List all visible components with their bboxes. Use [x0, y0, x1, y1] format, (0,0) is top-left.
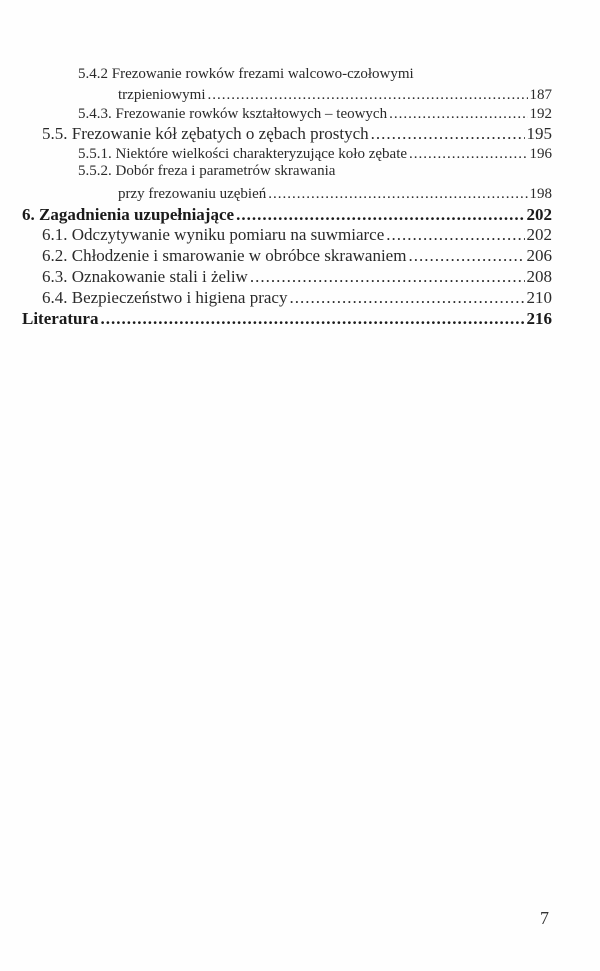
toc-entry-5-5-1 [78, 144, 552, 164]
toc-page-number: 202 [526, 225, 552, 244]
toc-entry-continuation: trzpieniowymi [118, 87, 206, 103]
toc-page-number: 196 [529, 146, 552, 162]
toc-entry-6 [22, 205, 552, 225]
toc-page-number: 216 [526, 309, 552, 328]
dot-leader [268, 184, 527, 204]
dot-leader [386, 225, 524, 245]
toc-page-number: 208 [526, 267, 552, 286]
toc-page-number: 202 [526, 205, 552, 224]
toc-entry-5-4-2 [118, 85, 552, 105]
toc-entry-label: 5.5.1. Niektóre wielkości charakteryzujące koło zębate [78, 146, 408, 162]
dot-leader [236, 205, 524, 225]
toc-entry-5-4-2-label: 5.4.2 Frezowanie rowków frezami walcowo-czołowymi [78, 66, 414, 82]
toc-entry-5-5-2-label: 5.5.2. Dobór freza i parametrów skrawania [78, 163, 336, 179]
dot-leader [100, 309, 524, 329]
dot-leader [289, 288, 524, 308]
toc-entry-label: 6.4. Bezpieczeństwo i higiena pracy [42, 288, 288, 307]
toc-entry-literatura [22, 309, 552, 329]
toc-entry-continuation: przy frezowaniu uzębień [118, 186, 267, 202]
dot-leader [250, 267, 525, 287]
toc-page-number: 187 [529, 87, 552, 103]
toc-entry-label: 6.3. Oznakowanie stali i żeliw [42, 267, 248, 286]
toc-entry-6-2 [42, 246, 552, 266]
dot-leader [408, 246, 524, 266]
toc-entry-6-1 [42, 225, 552, 245]
toc-entry-label: 5.4.3. Frezowanie rowków kształtowych – teowych [78, 106, 388, 122]
dot-leader [371, 124, 525, 144]
toc-entry-5-5-2 [118, 184, 552, 204]
dot-leader [409, 144, 527, 164]
toc-entry-label: Literatura [22, 309, 99, 328]
toc-page-number: 210 [526, 288, 552, 307]
toc-entry-label: 6.1. Odczytywanie wyniku pomiaru na suwmiarce [42, 225, 385, 244]
toc-entry-6-3 [42, 267, 552, 287]
toc-entry-5-4-3 [78, 104, 552, 124]
toc-page-number: 192 [529, 106, 552, 122]
toc-entry-label: 5.5. Frezowanie kół zębatych o zębach prostych [42, 124, 369, 143]
toc-page-number: 198 [529, 186, 552, 202]
toc-entry-5-5 [42, 124, 552, 144]
dot-leader [389, 104, 527, 124]
toc-entry-6-4 [42, 288, 552, 308]
toc-page-number: 195 [526, 124, 552, 143]
toc-page-number: 206 [526, 246, 552, 265]
toc-entry-label: 6.2. Chłodzenie i smarowanie w obróbce skrawaniem [42, 246, 407, 265]
toc-entry-label: 6. Zagadnienia uzupełniające [22, 205, 235, 224]
page-number: 7 [540, 908, 549, 928]
dot-leader [207, 85, 527, 105]
